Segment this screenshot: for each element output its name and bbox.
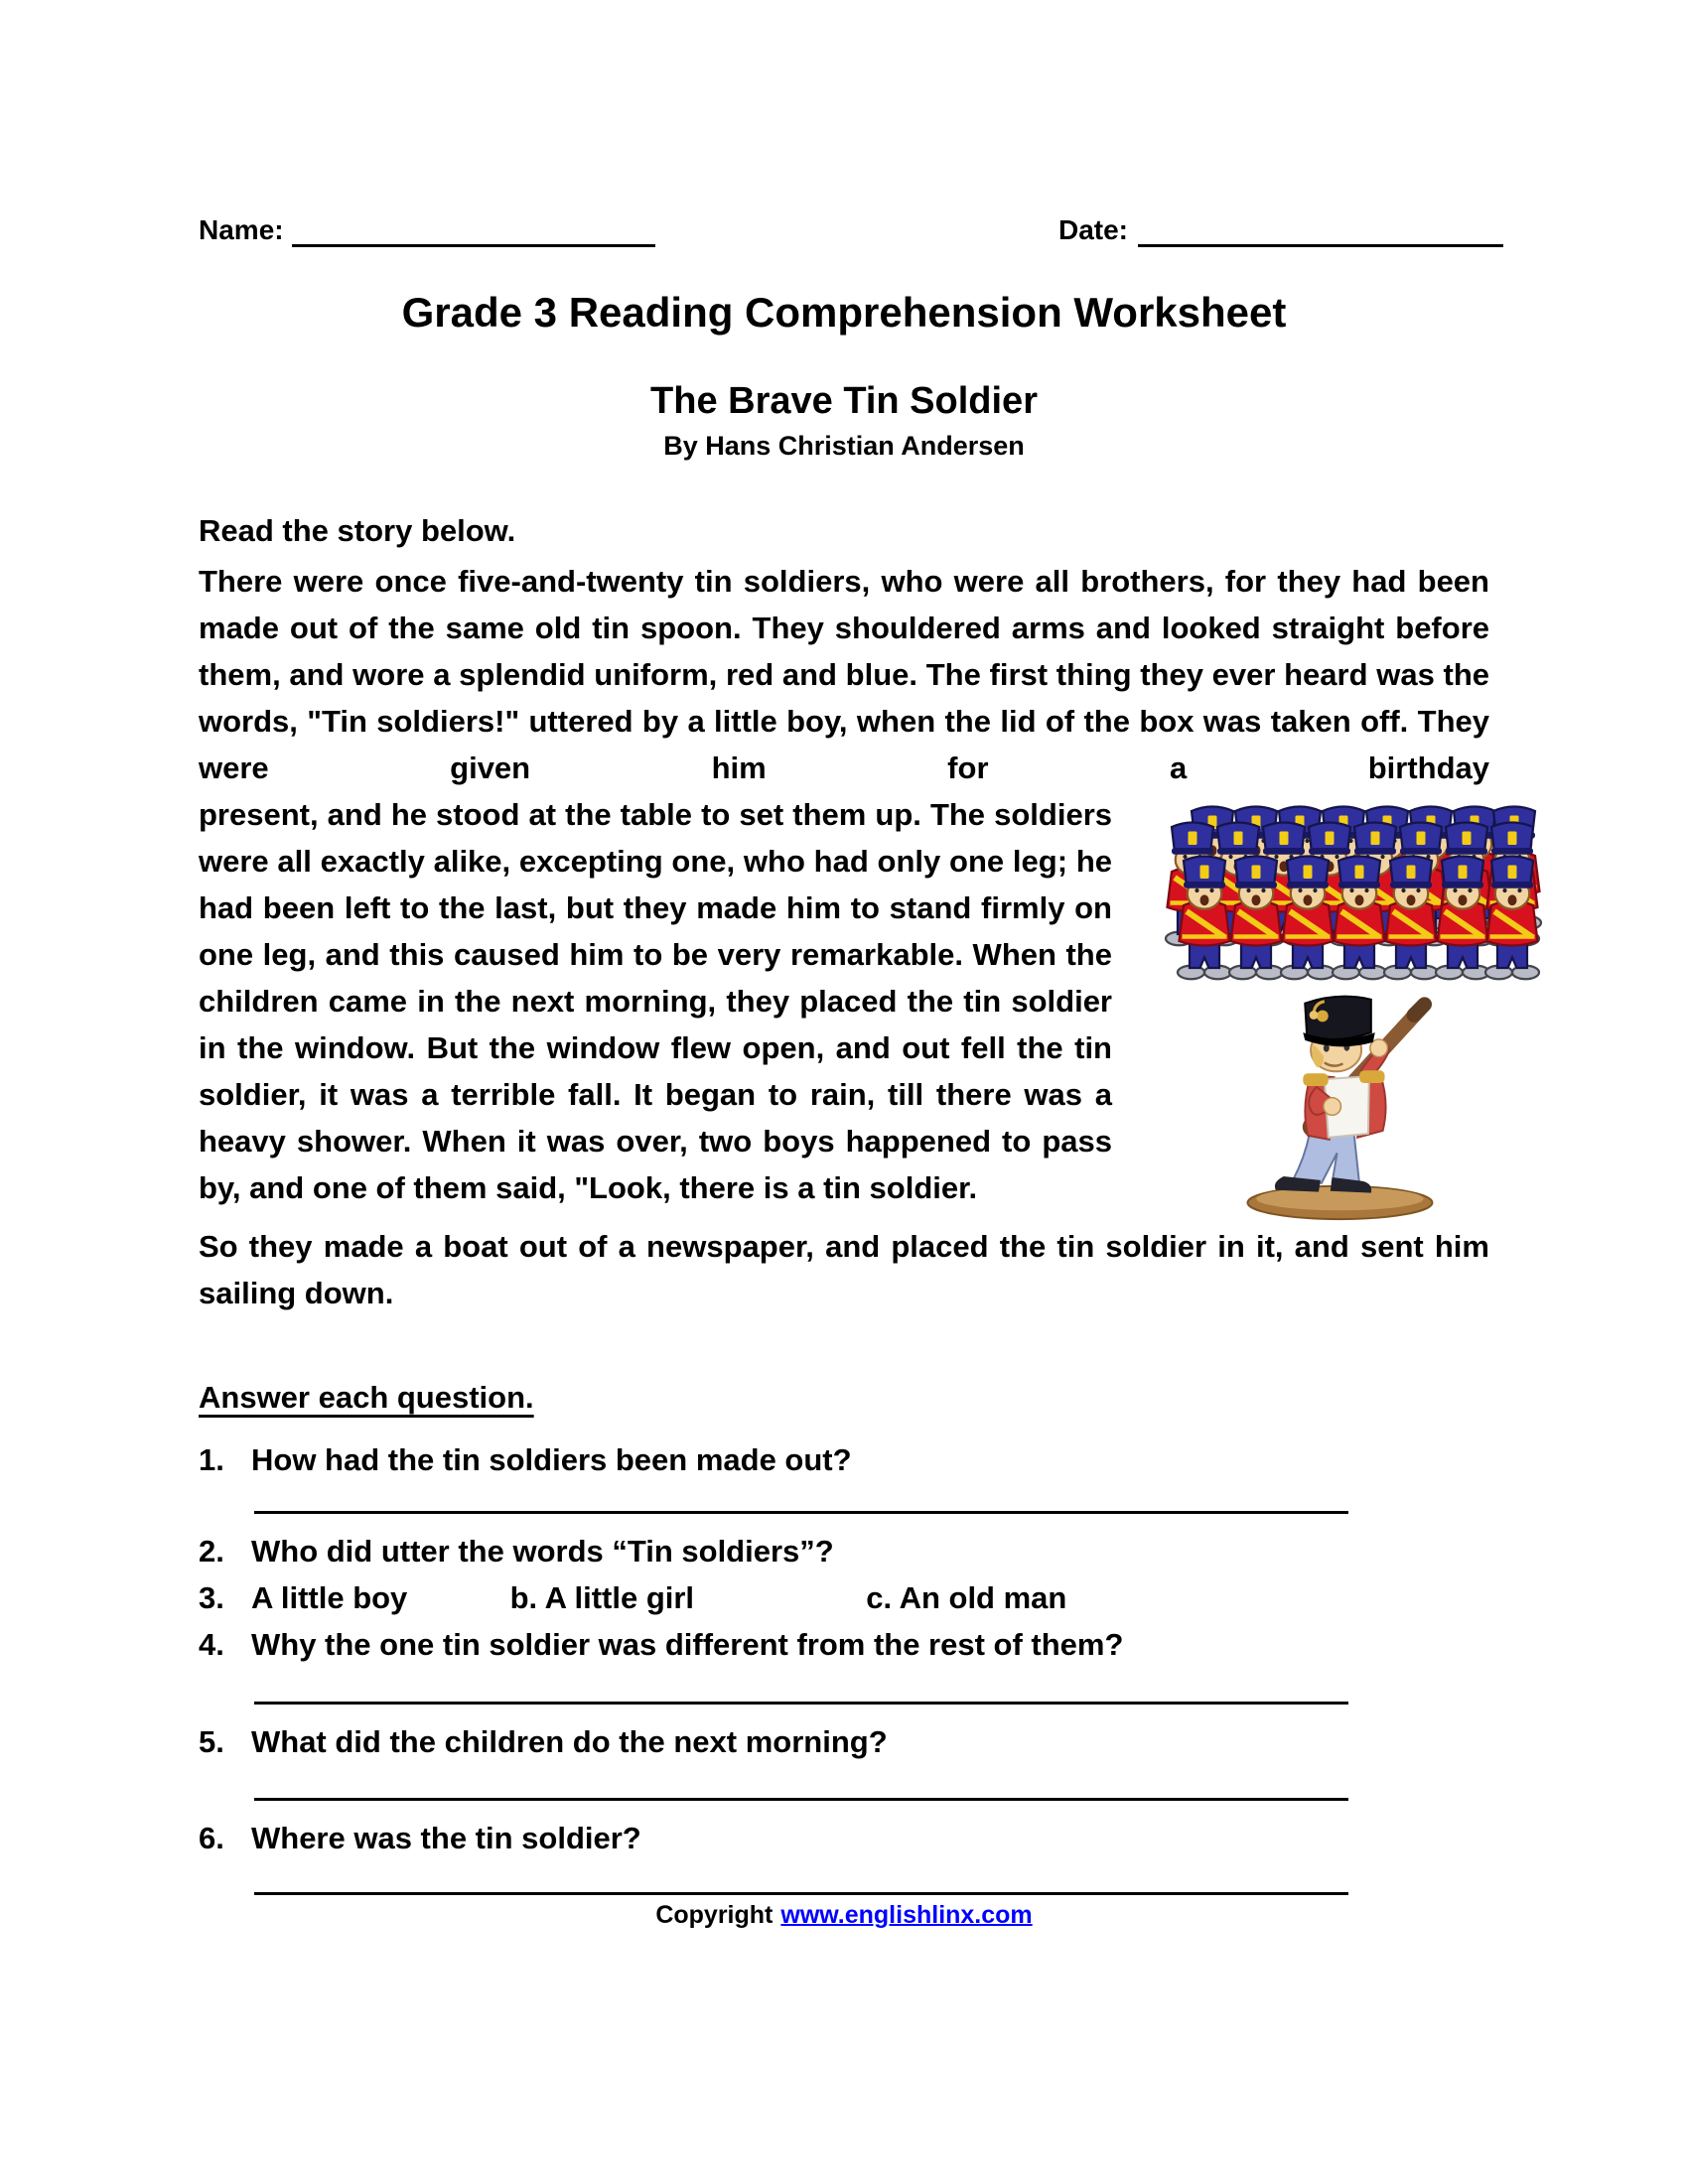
question-1-text: How had the tin soldiers been made out? [251,1442,852,1477]
tin-soldier-illustration [1223,990,1457,1223]
option-c: c. An old man [866,1580,1067,1615]
question-2-text: Who did utter the words “Tin soldiers”? [251,1534,834,1569]
read-instruction: Read the story below. [199,513,516,548]
header-row [0,0,1688,247]
answer-heading: Answer each question. [199,1380,534,1415]
option-b: b. A little girl [509,1580,695,1615]
question-2 [0,1528,1688,1574]
answer-line-4 [254,1892,1348,1895]
question-4 [0,1621,1688,1668]
question-5 [0,1718,1688,1765]
date-blank-line [1138,214,1503,247]
footer [0,1899,1688,1931]
story-paragraph-1: There were once five-and-twenty tin soldiers, who were all brothers, for they had been made out of the same old tin spoon. They shouldered arms and looked straight before them, and wore a splendid uniform, red and blue. The first thing they ever heard was the words, "Tin soldiers!" uttered by a little boy, when the lid of the box was taken off. They were given him for a birthday [199,564,1489,785]
question-4-number: 4. [199,1627,224,1662]
question-4-text: Why the one tin soldier was different from the rest of them? [251,1627,1124,1662]
question-3-number: 3. [199,1580,224,1615]
question-1 [0,1436,1688,1483]
story-title: The Brave Tin Soldier [650,380,1038,422]
question-5-number: 5. [199,1724,224,1759]
story-with-images [199,791,1688,1223]
questions-list [0,1436,1688,1895]
date-field [1058,213,1503,247]
answer-line-1 [254,1511,1348,1514]
name-label: Name: [199,214,284,245]
question-5-text: What did the children do the next morning? [251,1724,888,1759]
story-paragraph-2: present, and he stood at the table to set them up. The soldiers were all exactly alike, excepting one, who had only one leg; he had been left to the last, but they made him to stand firmly on one leg, and this caused him to be very remarkable. When the children came in the next morning, they placed the tin soldier in the window. But the window flew open, and out fell the tin soldier, it was a terrible fall. It began to rain, till there was a heavy shower. When it was over, two boys happened to pass by, and one of them said, "Look, there is a tin soldier. [199,797,1112,1205]
copyright-link[interactable]: www.englishlinx.com [780,1901,1033,1929]
question-1-number: 1. [199,1442,224,1477]
answer-line-2 [254,1702,1348,1705]
illustration-column [1112,791,1609,1223]
story-byline: By Hans Christian Andersen [663,431,1025,461]
option-a: A little boy [251,1580,408,1615]
question-2-number: 2. [199,1534,224,1569]
story-paragraph-3: So they made a boat out of a newspaper, and placed the tin soldier in it, and sent him sailing down. [199,1229,1489,1310]
page-title: Grade 3 Reading Comprehension Worksheet [401,289,1287,336]
question-3-options [0,1574,1688,1621]
date-label: Date: [1057,214,1128,245]
copyright-label: Copyright [655,1901,774,1929]
question-6-number: 6. [199,1821,224,1855]
name-field [199,213,655,247]
name-blank-line [292,214,655,247]
answer-line-3 [254,1798,1348,1801]
question-6-text: Where was the tin soldier? [251,1821,641,1855]
soldiers-group-illustration [1160,805,1549,984]
question-6 [0,1815,1688,1861]
